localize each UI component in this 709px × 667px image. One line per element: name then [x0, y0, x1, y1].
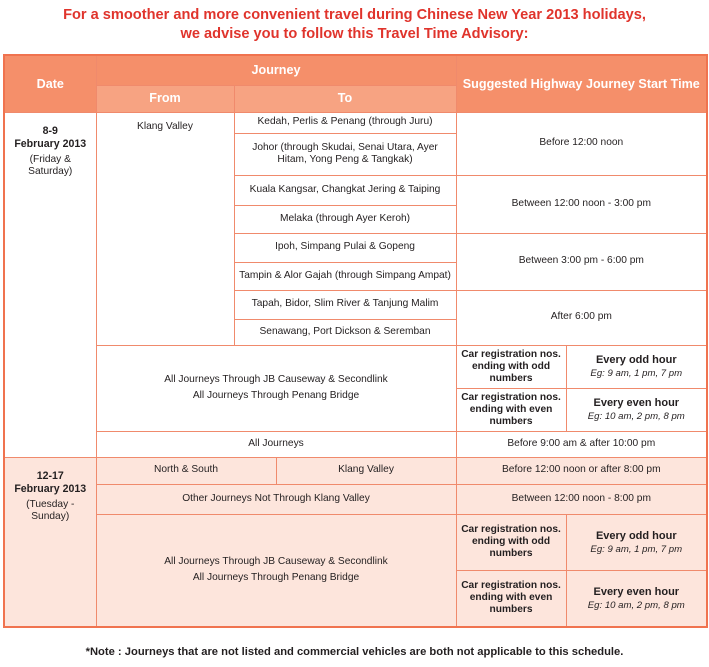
section2-odd-registration: Car registration nos. ending with odd numbers: [456, 514, 566, 570]
time-cell: Between 3:00 pm - 6:00 pm: [456, 233, 707, 290]
section1-days: (Friday & Saturday): [28, 153, 73, 177]
time-cell: Between 12:00 noon - 3:00 pm: [456, 175, 707, 233]
section1-all-journeys-time: Before 9:00 am & after 10:00 pm: [456, 431, 707, 457]
section2-other-journeys: Other Journeys Not Through Klang Valley: [96, 484, 456, 514]
table-row: [4, 514, 707, 570]
table-row: [4, 112, 707, 133]
destination-cell: Senawang, Port Dickson & Seremban: [234, 319, 456, 345]
time-cell: After 6:00 pm: [456, 290, 707, 345]
destination-cell: Johor (through Skudai, Senai Utara, Ayer Hitam, Yong Peng & Tangkak): [234, 133, 456, 175]
section2-time-1: Before 12:00 noon or after 8:00 pm: [456, 457, 707, 484]
header-start-time: Suggested Highway Journey Start Time: [456, 55, 707, 112]
section1-even-hour: Every even hour: [593, 397, 680, 409]
header-journey: Journey: [96, 55, 456, 85]
header-row-1: [4, 55, 707, 85]
header-date: Date: [4, 55, 96, 112]
section1-from: Klang Valley: [96, 112, 234, 345]
time-cell: Before 12:00 noon: [456, 112, 707, 175]
title-line-2: we advise you to follow this Travel Time Advisory:: [180, 26, 529, 42]
destination-cell: Ipoh, Simpang Pulai & Gopeng: [234, 233, 456, 262]
header-to: To: [234, 85, 456, 112]
section1-penang-bridge: All Journeys Through Penang Bridge: [192, 390, 360, 401]
destination-cell: Tapah, Bidor, Slim River & Tanjung Malim: [234, 290, 456, 319]
advisory-table: [3, 54, 708, 628]
section1-even-example: Eg: 10 am, 2 pm, 8 pm: [587, 411, 685, 422]
section1-odd-hour-cell: [566, 345, 707, 388]
destination-cell: Kedah, Perlis & Penang (through Juru): [234, 112, 456, 133]
table-row: [4, 431, 707, 457]
section1-causeway-cell: [96, 345, 456, 431]
advisory-title: [0, 6, 709, 44]
section2-causeway-cell: [96, 514, 456, 627]
section2-date: 12-17: [36, 469, 64, 482]
section1-date: 8-9: [42, 124, 58, 137]
section1-even-registration: Car registration nos. ending with even numbers: [456, 388, 566, 431]
section2-odd-hour-cell: [566, 514, 707, 570]
destination-cell: Tampin & Alor Gajah (through Simpang Ampat): [234, 262, 456, 290]
table-row: [4, 484, 707, 514]
section2-date-cell: [4, 457, 96, 627]
section2-date-month: February 2013: [14, 482, 87, 495]
section2-even-hour: Every even hour: [593, 585, 680, 598]
section2-even-hour-cell: [566, 570, 707, 627]
section1-all-journeys: All Journeys: [96, 431, 456, 457]
section1-date-cell: [4, 112, 96, 457]
section2-time-2: Between 12:00 noon - 8:00 pm: [456, 484, 707, 514]
section1-odd-registration: Car registration nos. ending with odd numbers: [456, 345, 566, 388]
destination-cell: Melaka (through Ayer Keroh): [234, 205, 456, 233]
section2-to: Klang Valley: [276, 457, 456, 484]
section2-penang-bridge: All Journeys Through Penang Bridge: [192, 572, 360, 584]
section2-even-example: Eg: 10 am, 2 pm, 8 pm: [587, 599, 685, 611]
section2-from: North & South: [96, 457, 276, 484]
section2-odd-hour: Every odd hour: [595, 529, 677, 542]
section2-odd-example: Eg: 9 am, 1 pm, 7 pm: [590, 543, 683, 555]
advisory-table-wrapper: [3, 54, 706, 628]
section2-days: (Tuesday - Sunday): [26, 498, 75, 522]
table-row: [4, 457, 707, 484]
section1-causeway: All Journeys Through JB Causeway & Secondlink: [164, 373, 388, 385]
table-row: [4, 345, 707, 388]
section1-odd-example: Eg: 9 am, 1 pm, 7 pm: [590, 368, 683, 379]
section1-date-month: February 2013: [14, 137, 87, 150]
section2-even-registration: Car registration nos. ending with even numbers: [456, 570, 566, 627]
destination-cell: Kuala Kangsar, Changkat Jering & Taiping: [234, 175, 456, 205]
section2-causeway: All Journeys Through JB Causeway & Secondlink: [164, 555, 388, 567]
section1-odd-hour: Every odd hour: [595, 354, 677, 366]
footnote: *Note : Journeys that are not listed and commercial vehicles are both not applicable to this schedule.: [85, 646, 624, 658]
header-from: From: [96, 85, 234, 112]
title-line-1: For a smoother and more convenient travel during Chinese New Year 2013 holidays,: [63, 7, 646, 23]
section1-even-hour-cell: [566, 388, 707, 431]
